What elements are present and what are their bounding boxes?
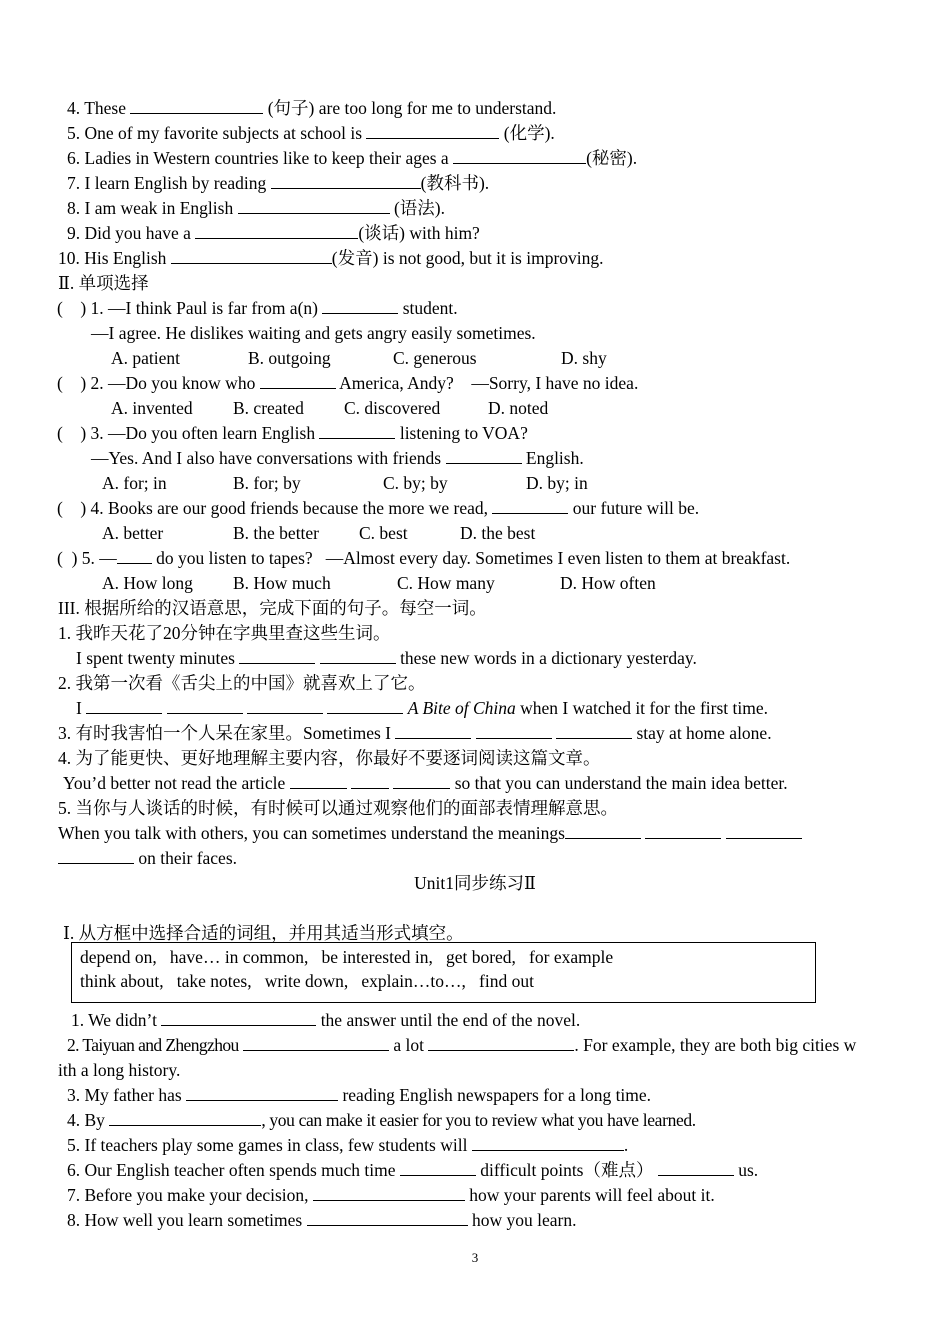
- fill-item-10: 10. His English (发音) is not good, but it is improving.: [58, 248, 604, 268]
- mc-option[interactable]: B. outgoing: [248, 348, 331, 368]
- answer-blank[interactable]: [351, 773, 389, 789]
- mc-option[interactable]: B. for; by: [233, 473, 301, 493]
- mc-option[interactable]: A. patient: [111, 348, 181, 368]
- mc-question-3-reply: —Yes. And I also have conversations with friends English.: [91, 448, 584, 468]
- mc-option[interactable]: A. invented: [111, 398, 193, 418]
- answer-blank[interactable]: [109, 1110, 261, 1126]
- answer-blank[interactable]: [171, 248, 332, 264]
- mc-option[interactable]: A. for; in: [102, 473, 167, 493]
- mc-option[interactable]: D. shy: [561, 348, 607, 368]
- fill-item-4: 4. These (句子) are too long for me to understand.: [67, 98, 557, 118]
- mc-question-1-reply: —I agree. He dislikes waiting and gets angry easily sometimes.: [91, 323, 536, 343]
- answer-blank[interactable]: [327, 698, 403, 714]
- phrase-item-4: 4. By , you can make it easier for you to review what you have learned.: [67, 1110, 696, 1130]
- phrase-item-7: 7. Before you make your decision, how your parents will feel about it.: [67, 1185, 715, 1205]
- answer-blank[interactable]: [290, 773, 347, 789]
- answer-blank[interactable]: [556, 723, 632, 739]
- word-box-line-2: think about, take notes, write down, explain…to…, find out: [80, 971, 534, 991]
- answer-blank[interactable]: [307, 1210, 468, 1226]
- phrase-item-5: 5. If teachers play some games in class, few students will .: [67, 1135, 629, 1155]
- phrase-item-6: 6. Our English teacher often spends much time difficult points（难点） us.: [67, 1160, 759, 1180]
- page-number: 3: [471, 1250, 479, 1265]
- mc-question-1: ( ) 1. —I think Paul is far from a(n) student.: [57, 298, 458, 318]
- mc-option[interactable]: D. How often: [560, 573, 656, 593]
- answer-blank[interactable]: [161, 1010, 316, 1026]
- answer-blank[interactable]: [313, 1185, 465, 1201]
- mc-option[interactable]: C. by; by: [383, 473, 448, 493]
- phrase-item-2: 2. Taiyuan and Zhengzhou a lot . For example, they are both big cities w: [67, 1035, 857, 1055]
- answer-blank[interactable]: [271, 173, 421, 189]
- translation-cn-5: 5. 当你与人谈话的时候，有时候可以通过观察他们的面部表情理解意思。: [58, 798, 618, 818]
- translation-cn-1: 1. 我昨天花了20分钟在字典里查这些生词。: [58, 623, 391, 643]
- answer-blank[interactable]: [320, 648, 396, 664]
- translation-en-5-cont: on their faces.: [58, 847, 237, 869]
- word-box-line-1: depend on, have… in common, be interested in, get bored, for example: [80, 947, 614, 967]
- translation-en-2: I A Bite of China when I watched it for the first time.: [76, 698, 768, 718]
- mc-option[interactable]: D. the best: [460, 523, 536, 543]
- translation-cn-2: 2. 我第一次看《舌尖上的中国》就喜欢上了它。: [58, 673, 426, 693]
- phrase-item-3: 3. My father has reading English newspapers for a long time.: [67, 1085, 652, 1105]
- phrase-item-1: 1. We didn’t the answer until the end of the novel.: [71, 1010, 581, 1030]
- translation-3: 3. 有时我害怕一个人呆在家里。Sometimes I stay at home alone.: [58, 723, 772, 743]
- mc-option[interactable]: A. better: [102, 523, 164, 543]
- answer-blank[interactable]: [260, 373, 336, 389]
- answer-blank[interactable]: [167, 698, 243, 714]
- section-heading-translation: III. 根据所给的汉语意思，完成下面的句子。每空一词。: [58, 598, 487, 618]
- mc-option[interactable]: C. generous: [393, 348, 477, 368]
- translation-cn-4: 4. 为了能更快、更好地理解主要内容，你最好不要逐词阅读这篇文章。: [58, 748, 601, 768]
- translation-en-4: You’d better not read the article so that you can understand the main idea better.: [63, 773, 788, 793]
- mc-option[interactable]: B. created: [233, 398, 304, 418]
- answer-blank[interactable]: [319, 423, 395, 439]
- mc-option[interactable]: B. the better: [233, 523, 320, 543]
- mc-option[interactable]: C. How many: [397, 573, 495, 593]
- answer-blank[interactable]: [86, 698, 162, 714]
- answer-blank[interactable]: [247, 698, 323, 714]
- answer-blank[interactable]: [400, 1160, 476, 1176]
- fill-item-9: 9. Did you have a (谈话) with him?: [67, 223, 480, 243]
- section-heading-multiple-choice: Ⅱ. 单项选择: [58, 273, 149, 293]
- answer-blank[interactable]: [366, 123, 499, 139]
- answer-blank[interactable]: [726, 823, 802, 839]
- phrase-item-2-cont: ith a long history.: [58, 1060, 181, 1080]
- answer-blank[interactable]: [243, 1035, 389, 1051]
- section-heading-phrase-fill: Ⅰ. 从方框中选择合适的词组，并用其适当形式填空。: [63, 923, 464, 943]
- fill-item-6: 6. Ladies in Western countries like to keep their ages a (秘密).: [67, 148, 638, 168]
- mc-option[interactable]: B. How much: [233, 573, 331, 593]
- mc-option[interactable]: D. by; in: [526, 473, 588, 493]
- answer-blank[interactable]: [395, 723, 471, 739]
- answer-blank[interactable]: [428, 1035, 574, 1051]
- fill-item-5: 5. One of my favorite subjects at school is (化学).: [67, 123, 555, 143]
- answer-blank[interactable]: [322, 298, 398, 314]
- fill-item-7: 7. I learn English by reading (教科书).: [67, 173, 490, 193]
- translation-en-1: I spent twenty minutes these new words in a dictionary yesterday.: [76, 648, 697, 668]
- mc-option[interactable]: C. discovered: [344, 398, 441, 418]
- answer-blank[interactable]: [472, 1135, 624, 1151]
- mc-option[interactable]: A. How long: [102, 573, 193, 593]
- answer-blank[interactable]: [195, 223, 358, 239]
- answer-blank[interactable]: [117, 548, 152, 564]
- answer-blank[interactable]: [476, 723, 552, 739]
- translation-en-5: When you talk with others, you can sometimes understand the meanings: [58, 822, 802, 844]
- answer-blank[interactable]: [565, 823, 641, 839]
- fill-item-8: 8. I am weak in English (语法).: [67, 198, 445, 218]
- mc-question-2: ( ) 2. —Do you know who America, Andy? —Sorry, I have no idea.: [57, 373, 639, 393]
- answer-blank[interactable]: [238, 198, 390, 214]
- answer-blank[interactable]: [58, 848, 134, 864]
- answer-blank[interactable]: [658, 1160, 734, 1176]
- mc-question-3: ( ) 3. —Do you often learn English listening to VOA?: [57, 423, 528, 443]
- answer-blank[interactable]: [492, 498, 568, 514]
- answer-blank[interactable]: [186, 1085, 338, 1101]
- section-title: Unit1同步练习Ⅱ: [414, 873, 536, 893]
- answer-blank[interactable]: [645, 823, 721, 839]
- mc-question-4: ( ) 4. Books are our good friends because the more we read, our future will be.: [57, 498, 700, 518]
- answer-blank[interactable]: [393, 773, 450, 789]
- answer-blank[interactable]: [446, 448, 522, 464]
- answer-blank[interactable]: [453, 148, 586, 164]
- mc-question-5: ( ) 5. — do you listen to tapes? —Almost every day. Sometimes I even listen to them at breakfast.: [57, 548, 791, 568]
- answer-blank[interactable]: [239, 648, 315, 664]
- mc-option[interactable]: C. best: [359, 523, 408, 543]
- phrase-item-8: 8. How well you learn sometimes how you learn.: [67, 1210, 577, 1230]
- answer-blank[interactable]: [130, 98, 263, 114]
- mc-option[interactable]: D. noted: [488, 398, 549, 418]
